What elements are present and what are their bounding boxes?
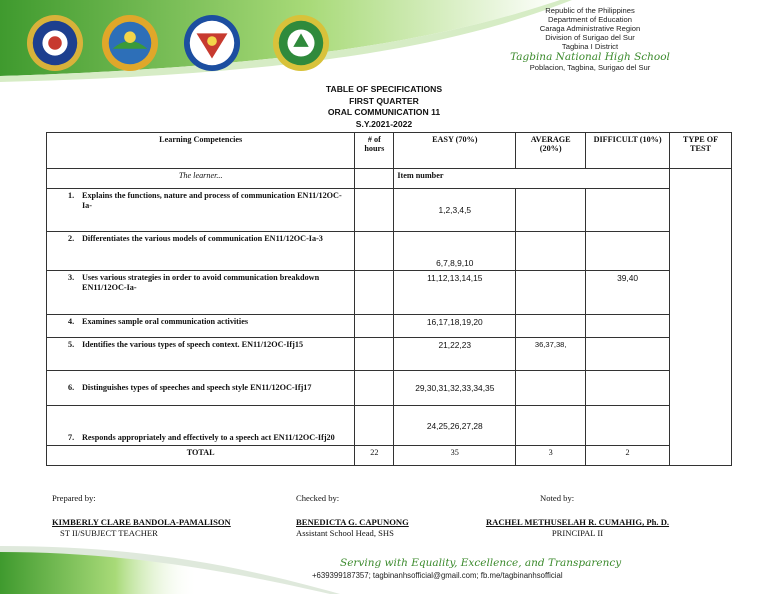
checked-by-position: Assistant School Head, SHS [296, 528, 394, 538]
easy-cell: 21,22,23 [394, 338, 516, 371]
noted-by-block [470, 493, 685, 539]
competency-text: Distinguishes types of speeches and speech style EN11/12OC-Ifj17 [82, 383, 312, 392]
title-line: S.Y.2021-2022 [355, 118, 413, 129]
competency-text: Responds appropriately and effectively to a speech act EN11/12OC-Ifj20 [82, 433, 335, 442]
prepared-by-name: KIMBERLY CLARE BANDOLA-PAMALISON [52, 517, 231, 527]
prepared-by-block [52, 493, 231, 539]
learner-row [47, 169, 732, 189]
checked-by-block [296, 493, 409, 539]
footer-contact: +639399187357; tagbinanhsofficial@gmail.com; fb.me/tagbinanhsofficial [312, 571, 563, 580]
competency-text: Identifies the various types of speech context. EN11/12OC-Ifj15 [82, 340, 304, 349]
competency-cell [47, 371, 355, 406]
noted-by-position: PRINCIPAL II [551, 528, 604, 538]
average-cell [516, 189, 586, 232]
table-cell [355, 169, 394, 189]
specifications-table [46, 132, 732, 466]
easy-cell: 1,2,3,4,5 [394, 189, 516, 232]
table-row [47, 406, 732, 446]
school-address: Poblacion, Tagbina, Surigao del Sur [529, 63, 651, 72]
agency-line: Caraga Administrative Region [539, 24, 641, 33]
competency-cell [47, 338, 355, 371]
table-row [47, 232, 732, 271]
easy-cell: 24,25,26,27,28 [394, 406, 516, 446]
header-competencies: Learning Competencies [47, 133, 355, 169]
table-row [47, 371, 732, 406]
total-difficult: 2 [586, 446, 670, 466]
difficult-cell [586, 315, 670, 338]
competency-cell [47, 406, 355, 446]
title-line: TABLE OF SPECIFICATIONS [325, 84, 443, 94]
competency-number: 5. [68, 340, 75, 349]
competency-number: 3. [68, 273, 75, 282]
difficult-cell [586, 371, 670, 406]
deped-seal-icon [26, 14, 84, 72]
title-line: ORAL COMMUNICATION 11 [327, 107, 441, 118]
hours-cell [355, 338, 394, 371]
title-line: FIRST QUARTER [349, 95, 419, 106]
header-difficult: DIFFICULT (10%) [586, 133, 670, 169]
average-cell [516, 271, 586, 315]
agency-block [490, 6, 690, 72]
school-seal-icon [272, 14, 330, 72]
competency-number: 6. [68, 383, 75, 392]
easy-cell: 29,30,31,32,33,34,35 [394, 371, 516, 406]
hours-cell [355, 315, 394, 338]
total-easy: 35 [394, 446, 516, 466]
noted-by-name: RACHEL METHUSELAH R. CUMAHIG, Ph. D. [485, 517, 670, 527]
total-hours: 22 [355, 446, 394, 466]
header-type: TYPE OF TEST [670, 133, 732, 169]
hours-cell [355, 232, 394, 271]
competency-cell [47, 232, 355, 271]
header-hours: # of hours [355, 133, 394, 169]
competency-text: Differentiates the various models of communication EN11/12OC-Ia-3 [82, 234, 323, 243]
letterhead [0, 0, 768, 82]
division-seal-icon [101, 14, 159, 72]
region-seal-icon [183, 14, 241, 72]
footer-motto: Serving with Equality, Excellence, and Transparency [340, 557, 622, 569]
easy-cell: 11,12,13,14,15 [394, 271, 516, 315]
noted-by-label: Noted by: [540, 493, 575, 503]
difficult-cell [586, 232, 670, 271]
competency-cell [47, 189, 355, 232]
difficult-cell [586, 338, 670, 371]
agency-line: Department of Education [547, 15, 632, 24]
document-title [0, 84, 768, 130]
checked-by-label: Checked by: [296, 493, 340, 503]
header-easy: EASY (70%) [394, 133, 516, 169]
average-cell: 36,37,38, [516, 338, 586, 371]
agency-line: Division of Surigao del Sur [545, 33, 635, 42]
item-number-label: Item number [394, 169, 670, 189]
agency-line: Republic of the Philippines [545, 6, 635, 15]
average-cell [516, 232, 586, 271]
table-header-row [47, 133, 732, 169]
table-row [47, 338, 732, 371]
prepared-by-position: ST II/SUBJECT TEACHER [60, 528, 158, 538]
table-row [47, 189, 732, 232]
type-of-test-cell [670, 169, 732, 466]
header-average: AVERAGE (20%) [516, 133, 586, 169]
agency-line: Tagbina I District [561, 42, 619, 51]
easy-cell: 16,17,18,19,20 [394, 315, 516, 338]
competency-number: 4. [68, 317, 75, 326]
average-cell [516, 406, 586, 446]
learner-label: The learner... [47, 169, 355, 189]
competency-text: Examines sample oral communication activities [82, 317, 249, 326]
hours-cell [355, 406, 394, 446]
competency-number: 2. [68, 234, 75, 243]
competency-number: 1. [68, 191, 75, 200]
competency-number: 7. [68, 433, 75, 442]
difficult-cell [586, 189, 670, 232]
easy-cell: 6,7,8,9,10 [394, 232, 516, 271]
school-name: Tagbina National High School [510, 51, 670, 63]
competency-cell [47, 315, 355, 338]
total-row [47, 446, 732, 466]
prepared-by-label: Prepared by: [52, 493, 96, 503]
difficult-cell: 39,40 [586, 271, 670, 315]
total-label: TOTAL [47, 446, 355, 466]
hours-cell [355, 271, 394, 315]
competency-text: Uses various strategies in order to avoid communication breakdown EN11/12OC-Ia- [82, 273, 320, 292]
average-cell [516, 315, 586, 338]
table-row [47, 315, 732, 338]
competency-cell [47, 271, 355, 315]
average-cell [516, 371, 586, 406]
total-average: 3 [516, 446, 586, 466]
competency-text: Explains the functions, nature and process of communication EN11/12OC-Ia- [82, 191, 342, 210]
hours-cell [355, 371, 394, 406]
hours-cell [355, 189, 394, 232]
table-row [47, 271, 732, 315]
difficult-cell [586, 406, 670, 446]
checked-by-name: BENEDICTA G. CAPUNONG [296, 517, 409, 527]
